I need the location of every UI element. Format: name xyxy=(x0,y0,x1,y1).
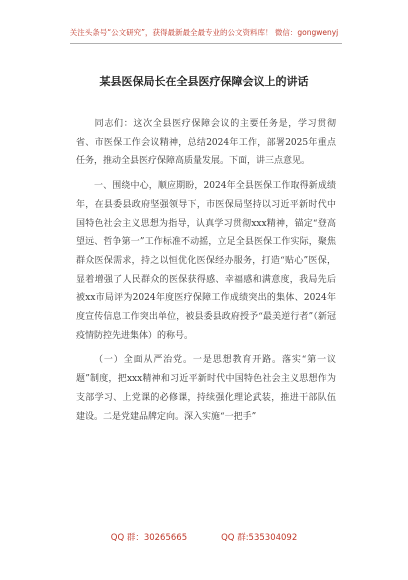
subsection-1-label: （一） xyxy=(94,355,124,366)
qq-group-1: QQ 群：30265665 xyxy=(110,533,188,543)
header-divider xyxy=(70,43,342,44)
section-1-paragraph: 一、围绕中心，顺应期盼，2024年全县医保工作取得新成绩年，在县委县政府坚强领导下，市医保局坚持以习近平新时代中国特色社会主义思想为指导，认真学习贯彻xxx精神，锚定“登高望远、哲争第一”工作标准不动摇，立足全县医保工作实际，聚焦群众医保需求，持之以恒优化医保经办服务，打造“贴心”医保，显着增强了人民群众的医保获得感、幸福感和满意度，我局先后被xx市局评为2024年度医疗保障工作成绩突出的集体、2024年度宣传信息工作突出单位，被县委县政府授予“最美逆行者”（新冠疫情防控先进集体）的称号。 xyxy=(76,181,336,341)
header-note: 关注头条号“公文研究”，获得最新最全最专业的公文资料库！ 微信：gongwenyj xyxy=(69,28,339,37)
document-title: 某县医保局长在全县医疗保障会议上的讲话 xyxy=(99,75,309,88)
salutation: 同志们： xyxy=(94,119,134,129)
intro-paragraph xyxy=(76,115,336,171)
subsection-1-paragraph xyxy=(76,351,336,426)
intro-text: 这次全县医疗保障会议的主要任务是，学习贯彻省、市医保工作会议精神，总结2024年工作，部署2025年重点任务，推动全县医疗保障高质量发展。下面，讲三点意见。 xyxy=(76,119,336,167)
subsection-1-text: 全面从严治党。一是思想教育开路。落实“第一议题”制度，把xxx精神和习近平新时代中国特色社会主义思想作为支部学习、上党课的必修课，持续强化理论武装，推进干部队伍建设。二是党建品牌定向。深入实施“一把手” xyxy=(76,355,336,422)
qq-group-2: QQ 群:535304092 xyxy=(221,533,298,543)
document-body xyxy=(76,115,336,426)
footer-contact xyxy=(0,531,408,543)
